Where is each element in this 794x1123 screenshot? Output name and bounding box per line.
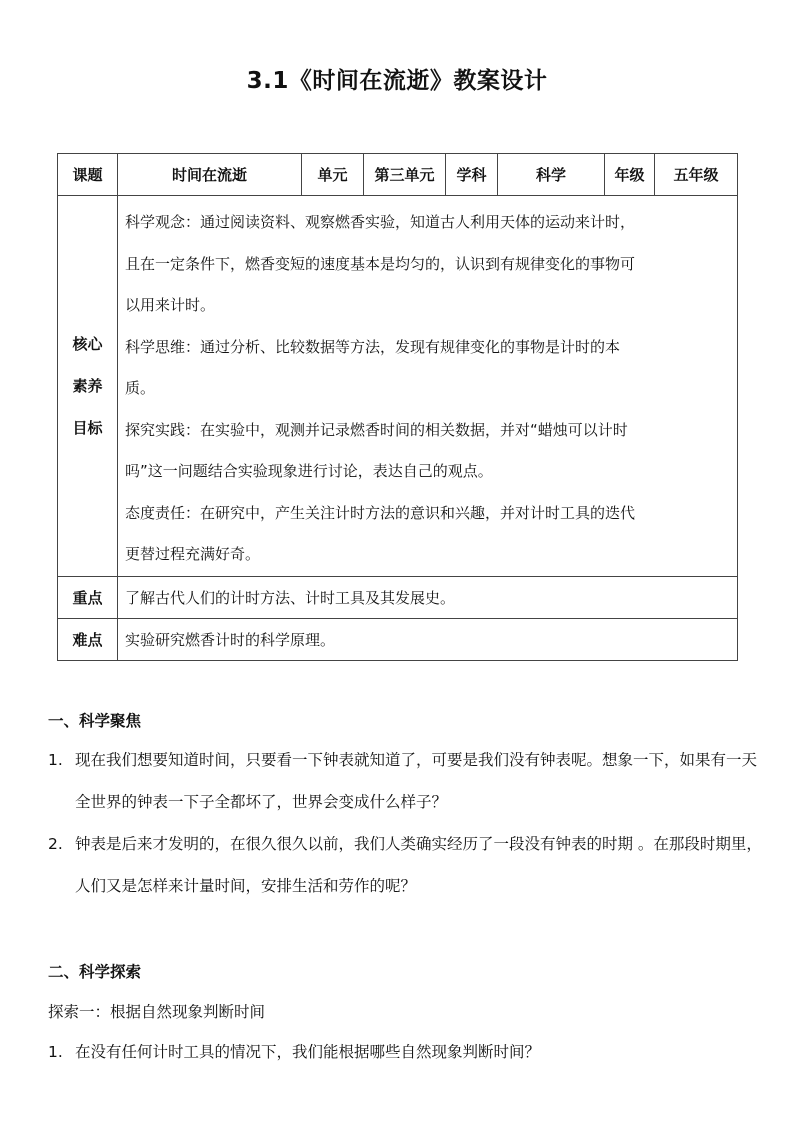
page-title: 3.1《时间在流逝》教案设计 [246, 68, 548, 94]
goals-label-line: 目标 [72, 418, 103, 437]
section-heading-explore: 二、科学探索 [48, 963, 142, 981]
difficulty-text: 实验研究燃香计时的科学原理。 [118, 618, 738, 660]
goal-line: 吗”这一问题结合实验现象进行讨论，表达自己的观点。 [125, 462, 493, 480]
list-text: 现在我们想要知道时间，只要看一下钟表就知道了，可要是我们没有钟表呢。想象一下，如果有一天全世界的钟表一下子全都坏了，世界会变成什么样子？ [75, 751, 758, 811]
table-header-row [58, 154, 738, 196]
explore-subtitle: 探索一：根据自然现象判断时间 [48, 1003, 266, 1021]
goals-label-line: 核心 [72, 334, 103, 353]
goals-content [118, 196, 738, 577]
topic-label: 课题 [58, 154, 118, 196]
goal-line: 探究实践：在实验中，观测并记录燃香时间的相关数据，并对“蜡烛可以计时 [125, 420, 628, 439]
goal-line: 更替过程充满好奇。 [125, 545, 261, 563]
list-text: 钟表是后来才发明的，在很久很久以前，我们人类确实经历了一段没有钟表的时期 。在那段时期里，人们又是怎样来计量时间，安排生活和劳作的呢？ [75, 835, 762, 895]
goals-label [58, 196, 118, 577]
list-number: 1. [48, 1043, 63, 1061]
lesson-info-table [57, 153, 738, 661]
goals-label-line: 素养 [72, 376, 103, 395]
goal-line: 以用来计时。 [125, 296, 216, 314]
key-point-row [58, 576, 738, 618]
subject-value: 科学 [498, 154, 605, 196]
list-item [48, 823, 763, 907]
unit-value: 第三单元 [364, 154, 446, 196]
unit-label: 单元 [302, 154, 364, 196]
grade-value: 五年级 [655, 154, 738, 196]
goal-line: 科学思维：通过分析、比较数据等方法，发现有规律变化的事物是计时的本 [125, 337, 621, 356]
goal-line: 科学观念：通过阅读资料、观察燃香实验，知道古人利用天体的运动来计时， [125, 213, 636, 231]
list-text: 在没有任何计时工具的情况下，我们能根据哪些自然现象判断时间？ [75, 1043, 541, 1061]
list-number: 2. [48, 835, 63, 853]
topic-value: 时间在流逝 [118, 154, 302, 196]
goals-row [58, 196, 738, 577]
goal-line: 且在一定条件下，燃香变短的速度基本是均匀的，认识到有规律变化的事物可 [125, 254, 636, 273]
goal-line: 质。 [125, 379, 156, 397]
list-number: 1. [48, 751, 63, 769]
grade-label: 年级 [605, 154, 655, 196]
list-item [48, 739, 763, 823]
list-item [48, 1031, 763, 1073]
goal-line: 态度责任：在研究中，产生关注计时方法的意识和兴趣，并对计时工具的迭代 [125, 503, 636, 522]
subject-label: 学科 [446, 154, 498, 196]
section-heading-focus: 一、科学聚焦 [48, 712, 142, 730]
difficulty-row [58, 618, 738, 660]
key-point-text: 了解古代人们的计时方法、计时工具及其发展史。 [118, 576, 738, 618]
difficulty-label: 难点 [58, 618, 118, 660]
key-point-label: 重点 [58, 576, 118, 618]
